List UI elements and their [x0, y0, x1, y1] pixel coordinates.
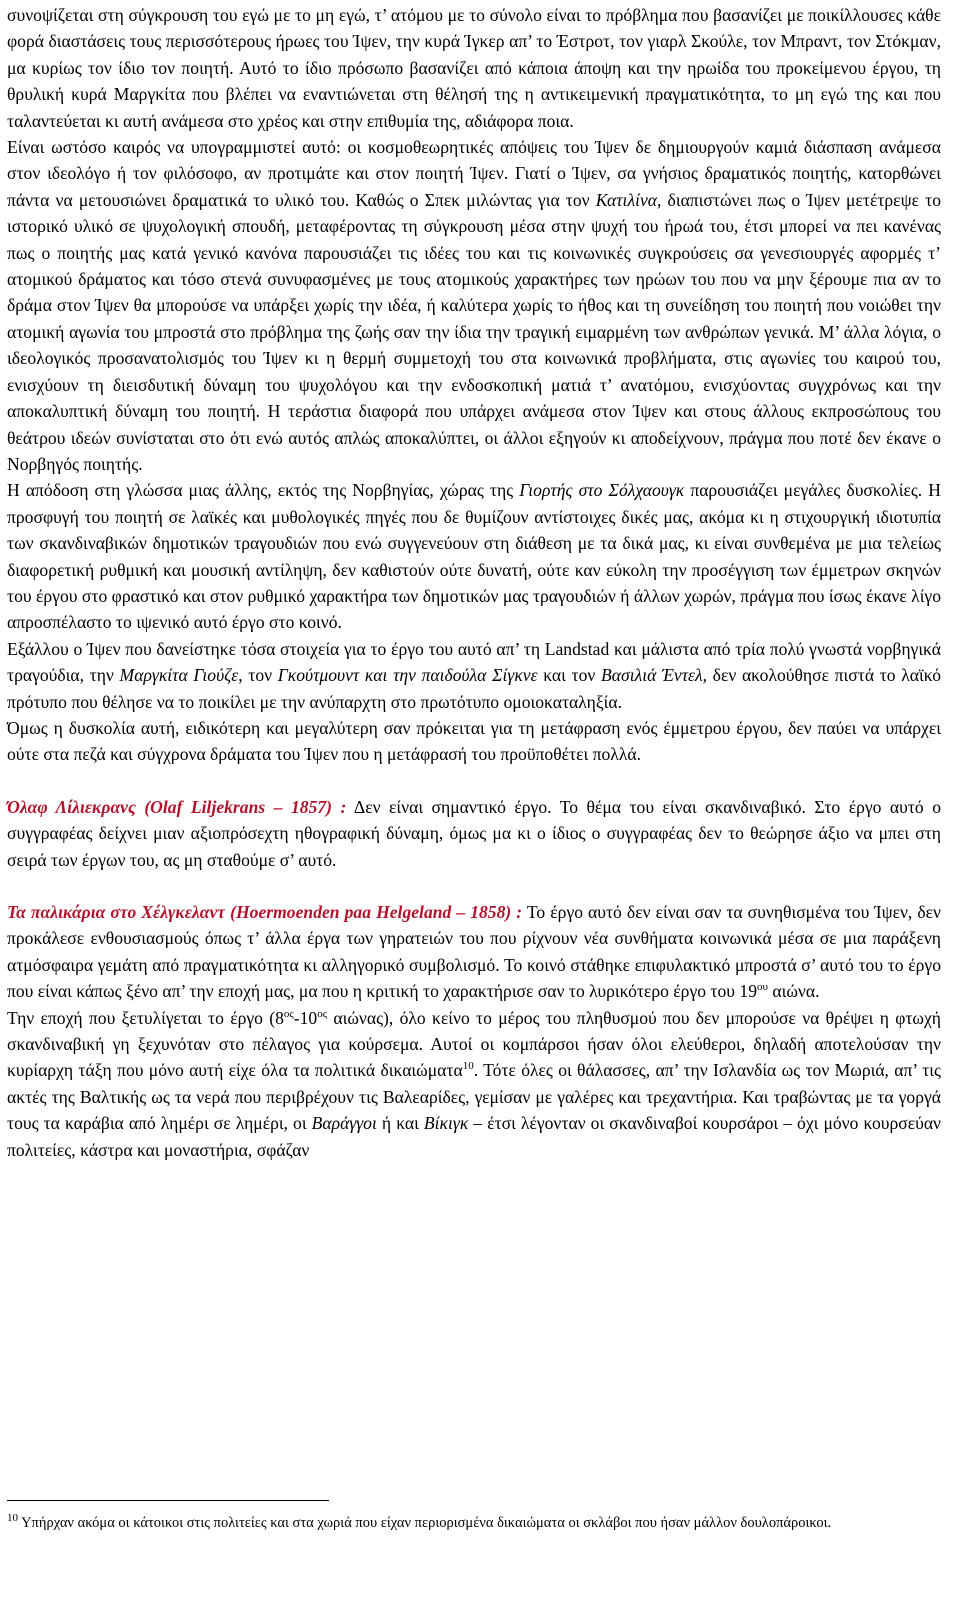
- paragraph-olaf: Όλαφ Λίλιεκρανς (Olaf Liljekrans – 1857) : Δεν είναι σημαντικό έργο. Το θέμα του είναι σκανδιναβικό. Στο έργο αυτό ο συγγραφέας δείχνει μιαν αξιοπρόσεχτη ηθογραφική δύναμη, όμως μα κι ο ίδιος ο συγγραφέας δεν το θεώρησε άξιο να μπει στη σειρά των έργων του, ας μη σταθούμε σ’ αυτό.: [7, 796, 942, 870]
- title-catiline: Κατιλίνα: [595, 189, 657, 210]
- paragraph-difficulty: Όμως η δυσκολία αυτή, ειδικότερη και μεγαλύτερη σαν πρόκειται για τη μετάφραση ενός έμμετρου έργου, δεν παύει να υπάρχει ούτε στα πεζά και σύγχρονα δράματα του Ίψεν που η μετάφρασή του προϋποθέτει πολλά.: [7, 717, 941, 765]
- term-varangians: Βαράγγοι: [311, 1113, 377, 1134]
- title-gudmund: Γκούτμουντ και την παιδούλα Σίγκνε: [277, 665, 538, 686]
- spacer: [7, 768, 941, 794]
- footnote-divider: [7, 1500, 329, 1501]
- term-vikings: Βίκιγκ: [423, 1113, 469, 1134]
- title-margit: Μαργκίτα Γιούζε: [119, 665, 239, 686]
- spacer: [7, 873, 941, 899]
- paragraph-sources: Εξάλλου ο Ίψεν που δανείστηκε τόσα στοιχεία για το έργο του αυτό απ’ τη Landstad και μάλιστα από τρία πολύ γνωστά νορβηγικά τραγούδια, την Μαργκίτα Γιούζε, τον Γκούτμουντ και την παιδούλα Σίγκνε και τον Βασιλιά Έντελ, δεν ακολούθησε πιστά το λαϊκό πρότυπο που θέλησε να το ποικίλει με την ανύπαρχτη στο πρωτότυπο ομοιοκαταληξία.: [7, 638, 941, 712]
- paragraph-ego-conflict: συνοψίζεται στη σύγκρουση του εγώ με το μη εγώ, τ’ ατόμου με το σύνολο είναι το πρόβλημα που βασανίζει με ποικίλλουσες κάθε φορά διαστάσεις τους περισσότερους ήρωες του Ίψεν, την κυρά Ίγκερ απ’ το Έστροτ, τον γιαρλ Σκούλε, τον Μπραντ, τον Στόκμαν, μα κυρίως τον ίδιο τον ποιητή. Αυτό το ίδιο πρόσωπο βασανίζει από κάποια άποψη και την ηρωίδα του προκείμενου έργου, τη θρυλική κυρά Μαργκίτα που βλέπει να εναντιώνεται στη θέλησή της η αντικειμενική πραγματικότητα, το μη εγώ της και που ταλαντεύεται κι αυτή ανάμεσα στο χρέος και στην επιθυμία της, αδιάφορα ποια.: [7, 5, 941, 131]
- footnote-number: 10: [7, 1512, 18, 1525]
- paragraph-vikings: Τα παλικάρια στο Χέλγκελαντ (Hoermoenden paa Helgeland – 1858) : Το έργο αυτό δεν είναι σαν τα συνηθισμένα του Ίψεν, δεν προκάλεσε ενθουσιασμούς όπως τ’ άλλα έργα των γηρατειών του που ρίχνουν νέα συνθήματα κοινωνικά μέσα σε μια παράξενη ατμόσφαιρα γεμάτη από πραγματικότητα κι αλληγορικό συμβολισμό. Το κοινό στάθηκε επιφυλακτικό μπροστά σ’ αυτό του το έργο που είναι κάπως ξένο απ’ την εποχή μας, μα που η κριτική το χαρακτήρισε σαν το λυρικότερο έργο του $19^{o\upsilon}$ αιώνα.: [7, 902, 942, 1002]
- footnote-10: $^{10}$ Υπήρχαν ακόμα οι κάτοικοι στις πολιτείες και στα χωριά που είχαν περιορισμένα δικαιώματα οι σκλάβοι που ήσαν μάλλον δουλοπάροικοι.: [7, 1512, 832, 1531]
- title-king-edel: Βασιλιά Έντελ: [601, 665, 703, 686]
- paragraph-ideology: Είναι ωστόσο καιρός να υπογραμμιστεί αυτό: οι κοσμοθεωρητικές απόψεις του Ίψεν δε δημιουργούν καμιά διάσπαση ανάμεσα στον ιδεολόγο ή τον φιλόσοφο, αν προτιμάτε και στον ποιητή Ίψεν. Γιατί ο Ίψεν, σα γνήσιος δραματικός ποιητής, κατορθώνει πάντα να μετουσιώνει δραματικά το υλικό του. Καθώς ο Σπεκ μιλώντας για τον Κατιλίνα, διαπιστώνει πως ο Ίψεν μετέτρεψε το ιστορικό υλικό σε ψυχολογική σπουδή, μεταφέροντας τη σύγκρουση μέσα στην ψυχή του ήρωά του, έτσι μπορεί να πει κανένας πως ο ποιητής μας κατά γενικό κανόνα παρουσιάζει τις ιδέες του και τις κοινωνικές συγκρούσεις σα γενεσιουργές αφορμές τ’ ατομικού δράματος και τόσο στενά συνυφασμένες με τους ατομικούς χαρακτήρες των ηρώων του που να μην ξέρουμε πια αν το δράμα στον Ίψεν θα μπορούσε να υπάρξει χωρίς την ιδέα, ή καλύτερα χωρίς το ήθος και τη συνείδηση του ποιητή που νοιώθει την ατομική αγωνία του μπροστά στο πρόβλημα της ζωής σαν την ίδια την τραγική ειμαρμένη των ανθρώπων γενικά. Μ’ άλλα λόγια, ο ιδεολογικός προσανατολισμός του Ίψεν κι η θερμή συμμετοχή του στα κοινωνικά προβλήματα, στις αγωνίες του καιρού του, ενισχύουν τη διεισδυτική δύναμη του ψυχολόγου και την ενδοσκοπική ματιά τ’ ανατόμου, ενισχύοντας συγχρόνως και την αποκαλυπτική δύναμη του ποιητή. Η τεράστια διαφορά που υπάρχει ανάμεσα στον Ίψεν και στους άλλους εκπροσώπους του θεάτρου ιδεών συνίσταται στο ότι ενώ αυτός απλώς αποκαλύπτει, οι άλλοι εξηγούν κι αποδείχνουν, πράγμα που ποτέ δεν έκανε ο Νορβηγός ποιητής.: [7, 137, 941, 474]
- footnote-ref[interactable]: 10: [462, 1060, 474, 1073]
- paragraph-era: Την εποχή που ξετυλίγεται το έργο ($8^{o\varsigma}-10^{o\varsigma}$ αιώνας), όλο κείνο το μέρος του πληθυσμού που δεν μπορούσε να θρέψει η φτωχή σκανδιναβική γη ξεχυνόταν στο πέλαγος για κούρσεμα. Αυτοί οι κομπάρσοι ήσαν όλοι ελεύθεροι, δηλαδή αποτελούσαν την κυρίαρχη τάξη που μόνο αυτή είχε όλα τα πολιτικά δικαιώματα$^{10}$. Τότε όλες οι θάλασσες, απ’ την Ισλανδία ως τον Μωριά, απ’ τις ακτές της Βαλτικής ως τα νερά που περιβρέχουν τις Βαλεαρίδες, γεμίσαν με γαλέρες και τρεχαντήρια. Και τραβώντας με τα γοργά τους τα καράβια από λημέρι σε λημέρι, οι Βαράγγοι ή και Βίκιγκ – έτσι λέγονταν οι σκανδιναβοί κουρσάροι – όχι μόνο κουρσεύαν πολιτείες, κάστρα και μοναστήρια, σφάζαν: [7, 1007, 942, 1160]
- title-solhaug: Γιορτής στο Σόλχαουγκ: [519, 480, 685, 501]
- footnotes: [7, 1500, 941, 1535]
- paragraph-translation: Η απόδοση στη γλώσσα μιας άλλης, εκτός της Νορβηγίας, χώρας της Γιορτής στο Σόλχαουγκ παρουσιάζει μεγάλες δυσκολίες. Η προσφυγή του ποιητή σε λαϊκές και μυθολογικές πηγές που δε θυμίζουν αντίστοιχες δικές μας, ακόμα κι η στιχουργική ιδιοτυπία των σκανδιναβικών δημοτικών τραγουδιών που ενώ συγγενεύουν στη διάθεση με τα δικά μας, κι είναι συνθεμένα με μια τελείως διαφορετική ρυθμική και μουσική αντίληψη, δεν καθιστούν ούτε δυνατή, ούτε καν εύκολη την προσέγγιση των έμμετρων σκηνών του έργου στο φραστικό και στον ρυθμικό χαρακτήρα των δημοτικών μας τραγουδιών ή άλλων χωρών, πράγμα που ίσως έκανε λίγο απροσπέλαστο το ιψενικό αυτό έργο στο κοινό.: [7, 480, 941, 633]
- heading-vikings: Τα παλικάρια στο Χέλγκελαντ (Hoermoenden paa Helgeland – 1858) :: [7, 902, 523, 922]
- heading-olaf: Όλαφ Λίλιεκρανς (Olaf Liljekrans – 1857) :: [7, 796, 347, 817]
